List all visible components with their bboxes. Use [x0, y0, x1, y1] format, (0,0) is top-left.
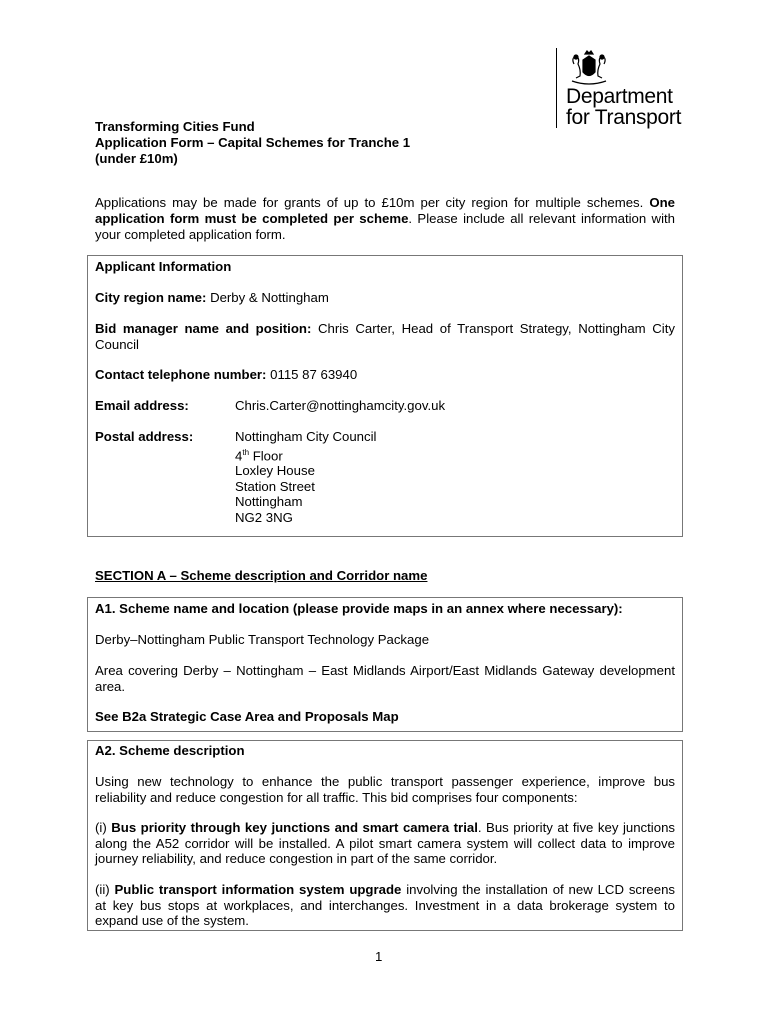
a1-heading: A1. Scheme name and location (please provide maps in an annex where necessary):: [95, 601, 623, 616]
phone-label: Contact telephone number:: [95, 367, 267, 382]
a1-see-map: See B2a Strategic Case Area and Proposals Map: [95, 709, 399, 724]
applicant-heading: Applicant Information: [95, 259, 232, 274]
logo-divider: [556, 48, 557, 128]
a2-paragraph-1: Using new technology to enhance the public transport passenger experience, improve bus reliability and reduce congestion for all traffic. This bid comprises four components:: [95, 774, 675, 805]
city-region-label: City region name:: [95, 290, 207, 305]
a2-p3-bold: Public transport information system upgrade: [114, 882, 402, 897]
a2-heading: A2. Scheme description: [95, 743, 245, 758]
floor-word: Floor: [252, 447, 283, 463]
bid-manager-label: Bid manager name and position:: [95, 321, 312, 336]
a2-p3-prefix: (ii): [95, 882, 115, 897]
a1-scheme-name: Derby–Nottingham Public Transport Technology Package: [95, 632, 430, 647]
a1-area: Area covering Derby – Nottingham – East Midlands Airport/East Midlands Gateway development area.: [95, 663, 675, 694]
postal-address: [235, 429, 376, 525]
intro-paragraph: [95, 195, 675, 243]
postal-line-1: Nottingham City Council: [235, 429, 377, 444]
intro-bold: One application form must be completed per scheme: [95, 195, 675, 226]
intro-text-2: . Please include all relevant information with your completed application form.: [95, 211, 676, 242]
a2-p2-rest: . Bus priority at five key junctions along the A52 corridor will be installed. A pilot smart camera system will collect data to improve journey reliability, and reduce congestion in part of the same corridor.: [95, 820, 675, 866]
a2-p2-prefix: (i): [95, 820, 112, 835]
a2-paragraph-2: [95, 820, 675, 867]
postal-line-3: Loxley House: [235, 463, 315, 479]
dft-logo: [556, 48, 696, 130]
intro-text-1: Applications may be made for grants of up to £10m per city region for multiple schemes.: [95, 195, 644, 210]
email-label: Email address:: [95, 398, 189, 413]
floor-number: 4: [235, 447, 243, 463]
logo-line-2: for Transport: [566, 106, 682, 129]
postal-line-5: Nottingham: [235, 494, 303, 510]
a2-p2-bold: Bus priority through key junctions and smart camera trial: [111, 820, 478, 835]
bid-manager-row: [95, 321, 675, 352]
section-a-heading: SECTION A – Scheme description and Corridor name: [95, 568, 428, 583]
title-line-2: Application Form – Capital Schemes for Tranche 1: [95, 135, 411, 150]
postal-line-4: Station Street: [235, 478, 315, 494]
title-line-3: (under £10m): [95, 151, 178, 166]
postal-label: Postal address:: [95, 429, 194, 444]
email-value: Chris.Carter@nottinghamcity.gov.uk: [235, 398, 446, 413]
floor-suffix: th: [242, 447, 250, 457]
form-title: [95, 119, 410, 167]
city-region-row: [95, 290, 329, 306]
postal-line-2: [235, 445, 376, 464]
phone-value: 0115 87 63940: [270, 367, 358, 382]
logo-line-1: Department: [566, 85, 673, 108]
royal-coat-of-arms-icon: [566, 50, 612, 86]
a2-p3-rest: involving the installation of new LCD screens at key bus stops at workplaces, and interchanges. Investment in a data brokerage system to expand use of the system.: [95, 882, 676, 928]
title-line-1: Transforming Cities Fund: [95, 119, 255, 134]
postal-line-6: NG2 3NG: [235, 509, 293, 525]
logo-wordmark: [566, 86, 681, 128]
a2-paragraph-3: [95, 882, 675, 929]
bid-manager-value: Chris Carter, Head of Transport Strategy, Nottingham City Council: [95, 321, 675, 352]
phone-row: [95, 367, 357, 383]
city-region-value: Derby & Nottingham: [210, 290, 329, 305]
page-number: 1: [375, 949, 383, 964]
